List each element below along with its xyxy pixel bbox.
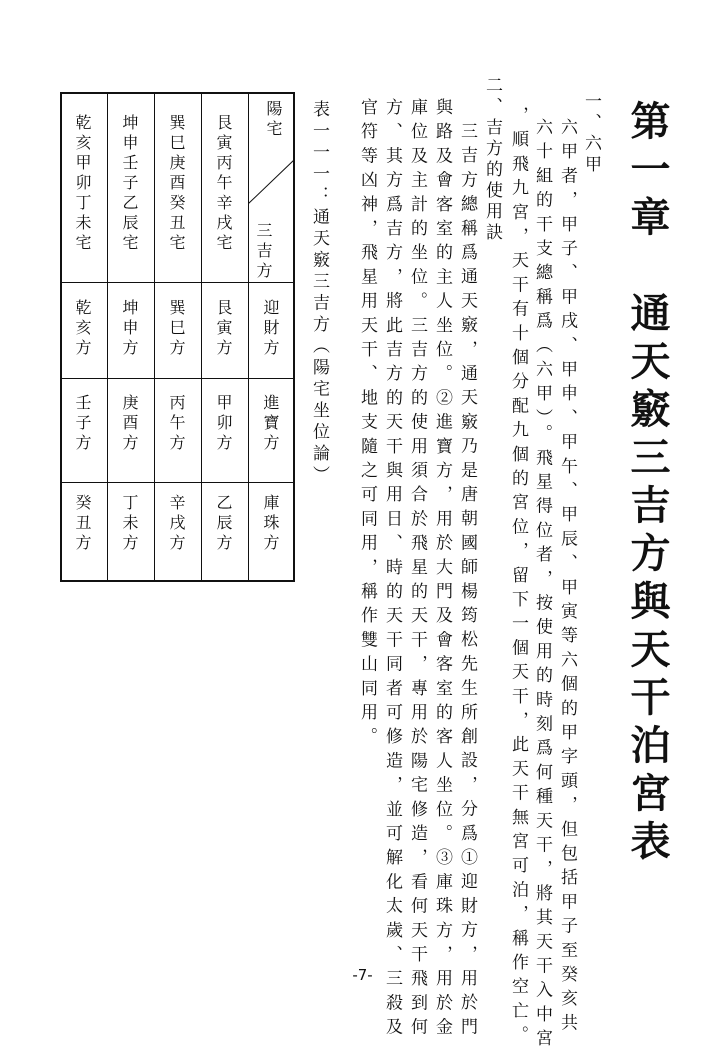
table-cell: 庚酉方 xyxy=(120,394,139,454)
page-number: -7- xyxy=(352,966,373,984)
table-row-line xyxy=(62,378,293,379)
table-col-line xyxy=(107,94,108,580)
table-row-line xyxy=(62,482,293,483)
corner-top-label: 陽宅 xyxy=(264,100,283,140)
table-caption: 表一一一：通天竅三吉方（陽宅坐位論） xyxy=(309,100,329,487)
section-1-line-3: ，順飛九宮，天干有十個分配九個的宮位，留下一個天干，此天干無宮可泊，稱作空亡。 xyxy=(508,106,528,1050)
section-2-line-3: 庫位及主計的坐位。三吉方的使用須合於飛星的天干，專用於陽宅修造，看何天干飛到何 xyxy=(407,98,427,1042)
section-2-line-4: 方、其方爲吉方，將此吉方的天干與用日、時的天干同者可修造，並可解化太歲、三殺及 xyxy=(382,98,402,1042)
table-house-3: 坤申壬子乙辰宅 xyxy=(120,114,139,254)
table-cell: 乾亥方 xyxy=(73,299,92,359)
section-1-line-2: 六十組的干支總稱爲（六甲）。飛星得位者，按使用的時刻爲何種天干，將其天干入中宮 xyxy=(532,118,552,1053)
three-auspicious-table xyxy=(60,92,295,582)
section-2-line-2: 與路及會客室的主人坐位。②進寶方，用於大門及會客室的客人坐位。③庫珠方，用於金 xyxy=(432,98,452,1042)
table-cell: 甲卯方 xyxy=(214,394,233,454)
header-col-3: 庫珠方 xyxy=(261,494,280,554)
table-cell: 巽巳方 xyxy=(167,299,186,359)
table-cell: 辛戌方 xyxy=(167,494,186,554)
section-2-line-1: 三吉方總稱爲通天竅，通天竅乃是唐朝國師楊筠松先生所創設，分爲①迎財方，用於門 xyxy=(457,122,477,1042)
section-1-heading: 一、六甲 xyxy=(581,92,601,176)
corner-bottom-label: 三吉方 xyxy=(254,222,273,282)
table-cell: 丙午方 xyxy=(167,394,186,454)
table-row-line xyxy=(62,282,293,283)
header-col-2: 進寶方 xyxy=(261,394,280,454)
table-col-line xyxy=(201,94,202,580)
table-cell: 丁未方 xyxy=(120,494,139,554)
chapter-title: 第一章 通天竅三吉方與天干泊宮表 xyxy=(624,100,671,868)
table-house-2: 巽巳庚酉癸丑宅 xyxy=(167,114,186,254)
section-2-line-5: 官符等凶神，飛星用天干、地支隨之可同用，稱作雙山同用。 xyxy=(357,98,377,752)
table-house-1: 艮寅丙午辛戌宅 xyxy=(214,114,233,254)
header-col-1: 迎財方 xyxy=(261,299,280,359)
table-cell: 乙辰方 xyxy=(214,494,233,554)
table-house-4: 乾亥甲卯丁未宅 xyxy=(73,114,92,254)
section-1-line-1: 六甲者，甲子、甲戌、甲申、甲午、甲辰、甲寅等六個的甲字頭，但包括甲子至癸亥共 xyxy=(557,118,577,1038)
table-cell: 艮寅方 xyxy=(214,299,233,359)
table-cell: 癸丑方 xyxy=(73,494,92,554)
table-col-line xyxy=(154,94,155,580)
table-cell: 壬子方 xyxy=(73,394,92,454)
table-cell: 坤申方 xyxy=(120,299,139,359)
section-2-heading: 二、吉方的使用訣 xyxy=(482,76,502,244)
